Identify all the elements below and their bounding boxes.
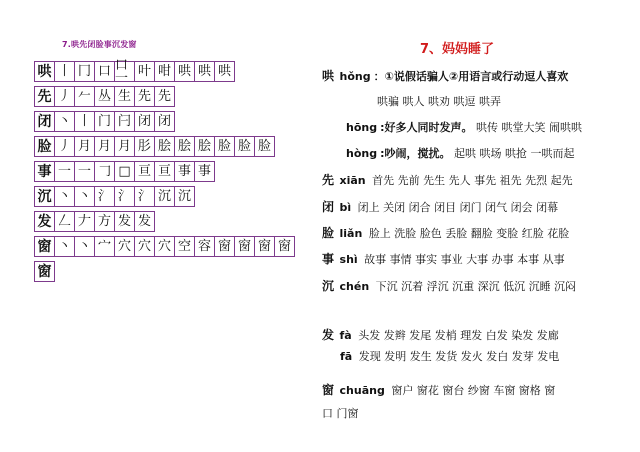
stroke-cell: 丿 (54, 86, 75, 107)
stroke-cell: 氵 (114, 186, 135, 207)
entry-hong-3 (344, 145, 575, 161)
stroke-cell: 发 (134, 211, 155, 232)
entry-pinyin: hǒng (339, 70, 371, 83)
stroke-cell: 丶 (54, 236, 75, 257)
stroke-cell: 闩 (114, 111, 135, 132)
entry-hong-words: 哄骗 哄人 哄劝 哄逗 哄弄 (377, 95, 501, 108)
stroke-cell: 生 (114, 86, 135, 107)
entry-definition: ：①说假话骗人②用语言或行动逗人喜欢 (373, 70, 569, 83)
entry-pinyin: xiān (339, 174, 366, 187)
stroke-cell: 月 (74, 136, 95, 157)
stroke-cell: 一 (74, 161, 95, 182)
stroke-cell: □ (114, 161, 135, 182)
entry-char: 沉 (322, 279, 335, 293)
entry-words: 窗户 窗花 窗台 纱窗 车窗 窗格 窗 (391, 384, 556, 397)
entry-words: 脸上 洗脸 脸色 丢脸 翻脸 变脸 红脸 花脸 (368, 227, 570, 240)
entry-shi (322, 250, 565, 267)
entry-fa (322, 326, 559, 343)
stroke-cell-main: 脸 (34, 136, 55, 157)
entry-words: 闭上 关闭 闭合 闭目 闭门 闭气 闭会 闭幕 (357, 201, 559, 214)
entry-char: 先 (322, 173, 335, 187)
entry-words: 起哄 哄场 哄抢 一哄而起 (454, 147, 575, 160)
lesson-title: 7、妈妈睡了 (420, 42, 495, 57)
stroke-cell: 容 (194, 236, 215, 257)
stroke-cell-main: 窗 (34, 236, 55, 257)
stroke-cell: 穴 (154, 236, 175, 257)
stroke-cell-main: 闭 (34, 111, 55, 132)
entry-char: 哄 (322, 69, 335, 83)
entry-bi (322, 198, 558, 215)
entry-fa-2 (338, 348, 559, 364)
stroke-cell: 丿 (54, 136, 75, 157)
stroke-cell: 丶 (74, 186, 95, 207)
stroke-cell: 冂 (74, 61, 95, 82)
stroke-cell: 沉 (174, 186, 195, 207)
entry-words: 首先 先前 先生 先人 事先 祖先 先烈 起先 (372, 174, 573, 187)
entry-char: 事 (322, 252, 335, 266)
stroke-cell: 穴 (114, 236, 135, 257)
stroke-cell: 宀 (94, 236, 115, 257)
entry-definition: :好多人同时发声。 (380, 121, 473, 134)
stroke-cell: 𠂇 (74, 211, 95, 232)
entry-words: 下沉 沉着 浮沉 沉重 深沉 低沉 沉睡 沉闷 (375, 280, 577, 293)
stroke-cell: 𠃌 (94, 161, 115, 182)
entry-words: 故事 事情 事实 事业 大事 办事 本事 从事 (364, 253, 565, 266)
entry-char: 闭 (322, 200, 335, 214)
stroke-cell: 亘 (134, 161, 155, 182)
stroke-cell: 门 (94, 111, 115, 132)
stroke-cell: 事 (174, 161, 195, 182)
stroke-cell: 发 (114, 211, 135, 232)
entry-char: 发 (322, 328, 335, 342)
stroke-cell: 先 (134, 86, 155, 107)
stroke-cell: 闭 (154, 111, 175, 132)
entry-pinyin: chén (339, 280, 370, 293)
stroke-cell: 脸 (234, 136, 255, 157)
stroke-cell: 肜 (134, 136, 155, 157)
entry-pinyin: liǎn (339, 227, 363, 240)
stroke-cell: 先 (154, 86, 175, 107)
entry-pinyin: hòng (346, 147, 378, 160)
entry-pinyin: fà (339, 329, 352, 342)
entry-pinyin: hōng (346, 121, 378, 134)
stroke-cell: 叶 (134, 61, 155, 82)
entry-chen (322, 277, 576, 294)
stroke-cell: 脸 (254, 136, 275, 157)
stroke-cell: 窗 (254, 236, 275, 257)
stroke-cell: 哄 (174, 61, 195, 82)
stroke-cell: 事 (194, 161, 215, 182)
entry-pinyin: bì (339, 201, 352, 214)
stroke-cell: 窗 (214, 236, 235, 257)
entry-hong (322, 67, 568, 84)
stroke-cell: 方 (94, 211, 115, 232)
entry-definition: :吵闹，搅扰。 (380, 147, 451, 160)
stroke-cell: 穴 (134, 236, 155, 257)
stroke-cell-main: 窗 (34, 261, 55, 282)
stroke-cell: 窗 (234, 236, 255, 257)
stroke-cell: 𠃋 (54, 211, 75, 232)
entry-hong-2 (344, 119, 582, 135)
stroke-cell: 月 (94, 136, 115, 157)
stroke-cell: 空 (174, 236, 195, 257)
stroke-cell: 沉 (154, 186, 175, 207)
stroke-cell-main: 哄 (34, 61, 55, 82)
stroke-cell: 哄 (194, 61, 215, 82)
stroke-cell-main: 沉 (34, 186, 55, 207)
entry-char: 窗 (322, 383, 335, 397)
entry-char: 脸 (322, 226, 335, 240)
stroke-cell: 氵 (94, 186, 115, 207)
stroke-cell: 丨 (74, 111, 95, 132)
stroke-cell: 丶 (74, 236, 95, 257)
entry-words: 发现 发明 发生 发货 发火 发白 发芽 发电 (358, 350, 560, 363)
stroke-cell: 一 (54, 161, 75, 182)
stroke-cell: 脸 (214, 136, 235, 157)
stroke-cell: 丶 (54, 111, 75, 132)
stroke-cell: 口一 (114, 61, 135, 82)
stroke-cell: 脍 (174, 136, 195, 157)
stroke-cell: 窗 (274, 236, 295, 257)
entry-lian (322, 224, 569, 241)
stroke-cell: 闭 (134, 111, 155, 132)
entry-xian (322, 171, 573, 188)
entry-pinyin: fā (340, 350, 353, 363)
stroke-cell-main: 发 (34, 211, 55, 232)
stroke-cell: 脍 (154, 136, 175, 157)
stroke-cell: 咁 (154, 61, 175, 82)
stroke-cell-main: 事 (34, 161, 55, 182)
entry-chuang (322, 381, 555, 398)
stroke-cell: 氵 (134, 186, 155, 207)
stroke-cell: 哄 (214, 61, 235, 82)
stroke-cell: 丛 (94, 86, 115, 107)
stroke-cell: 亘 (154, 161, 175, 182)
stroke-cell: 月 (114, 136, 135, 157)
stroke-cell: 丶 (54, 186, 75, 207)
stroke-cell-main: 先 (34, 86, 55, 107)
stroke-cell: 丨 (54, 61, 75, 82)
stroke-cell: 脍 (194, 136, 215, 157)
entry-words: 头发 发辫 发尾 发梢 理发 白发 染发 发廊 (358, 329, 559, 342)
stroke-cell: 口 (94, 61, 115, 82)
entry-pinyin: chuāng (339, 384, 385, 397)
entry-chuang-cont: 口 门窗 (322, 407, 359, 420)
left-title: 7.哄先闭脸事沉发窗 (62, 40, 137, 49)
entry-pinyin: shì (339, 253, 358, 266)
entry-words: 哄传 哄堂大笑 闹哄哄 (476, 121, 582, 134)
stroke-cell: 𠂉 (74, 86, 95, 107)
